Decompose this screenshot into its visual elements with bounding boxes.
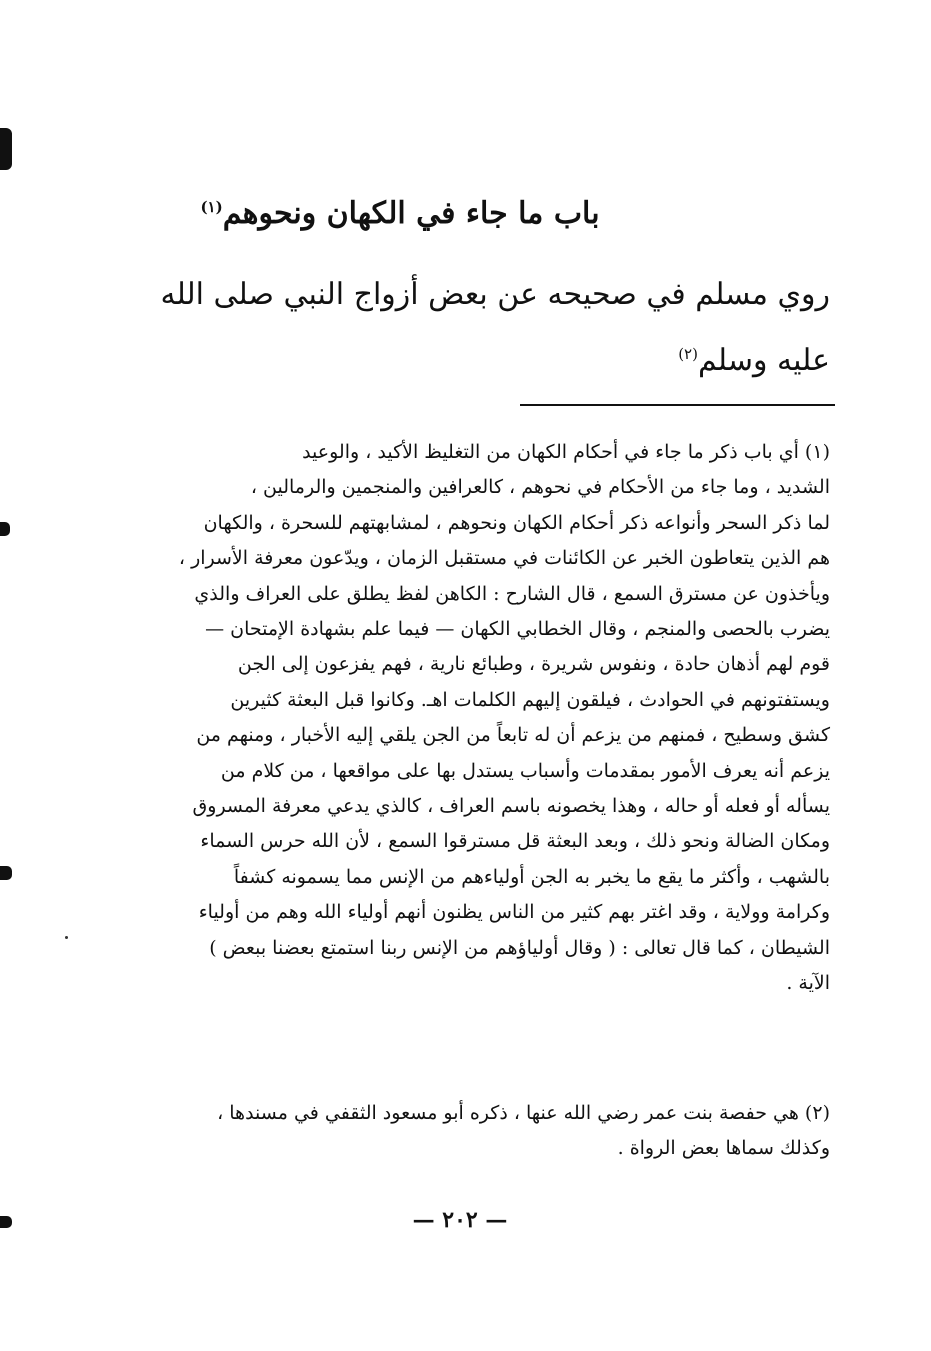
- main-text: [100, 262, 830, 394]
- footnote-line: ويستفتونهم في الحوادث ، فيلقون إليهم الكلمات اهـ. وكانوا قبل البعثة كثيرين: [230, 688, 830, 711]
- footnote-line: الشيطان ، كما قال تعالى : ( وقال أولياؤهم من الإنس ربنا استمتع بعضنا ببعض ): [209, 936, 830, 959]
- chapter-heading-text: باب ما جاء في الكهان ونحوهم: [222, 196, 600, 231]
- page-number: — ٢٠٢ —: [412, 1207, 508, 1233]
- main-text-line-2: عليه وسلم: [697, 343, 830, 378]
- footnote-line: ويأخذون عن مسترق السمع ، قال الشارح : الكاهن لفظ يطلق على العراف والذي: [194, 582, 830, 605]
- footnote-line: هم الذين يتعاطون الخبر عن الكائنات في مستقبل الزمان ، ويدّعون معرفة الأسرار ،: [178, 547, 830, 570]
- footnote-line: (١) أي باب ذكر ما جاء في أحكام الكهان من التغليظ الأكيد ، والوعيد: [302, 441, 830, 463]
- footnote-line: ومكان الضالة ونحو ذلك ، وبعد البعثة قل مسترقوا السمع ، لأن الله حرس السماء: [200, 830, 830, 853]
- footnote-line: يضرب بالحصى والمنجم ، وقال الخطابي الكهان — فيما علم بشهادة الإمتحان —: [205, 618, 830, 641]
- footnote-ref-2: (٢): [678, 345, 698, 363]
- binding-edge-mark: [0, 866, 12, 880]
- footnote-line: وكرامة وولاية ، وقد اغتر بهم كثير من الناس يظنون أنهم أولياء الله وهم من أولياء: [198, 901, 830, 924]
- footnote-line: وكذلك سماها بعض الرواة .: [617, 1137, 830, 1160]
- footnote-ref-1: (١): [200, 198, 223, 216]
- chapter-heading: [150, 184, 650, 244]
- footnote-line: بالشهب ، وأكثر ما يقع ما يخبر به الجن أولياءهم من الإنس مما يسمونه كشفاً: [233, 865, 830, 888]
- binding-edge-mark: [0, 1216, 12, 1228]
- footnote-line: الآية .: [786, 972, 830, 995]
- footnote-divider: [520, 404, 835, 406]
- footnote-line: الشديد ، وما جاء من الأحكام في نحوهم ، كالعرافين والمنجمين والرمالين ،: [250, 476, 830, 499]
- footnote-line: كشق وسطيح ، فمنهم من يزعم أن له تابعاً من الجن يلقي إليه الأخبار ، ومنهم من: [196, 724, 830, 747]
- footnote-line: (٢) هي حفصة بنت عمر رضي الله عنها ، ذكره أبو مسعود الثقفي في مسندها ،: [217, 1102, 830, 1124]
- footnote-1: [104, 435, 830, 1002]
- main-text-line: [100, 328, 830, 394]
- main-text-line: روي مسلم في صحيحه عن بعض أزواج النبي صلى الله: [160, 277, 830, 312]
- footnote-line: قوم لهم أذهان حادة ، ونفوس شريرة ، وطبائع نارية ، فهم يفزعون إلى الجن: [237, 653, 830, 676]
- binding-edge-mark: [0, 522, 10, 536]
- footnote-line: يسأله أو فعله أو حاله ، وهذا يخصونه باسم العراف ، كالذي يدعي معرفة المسروق: [192, 795, 830, 818]
- footnote-line: يزعم أنه يعرف الأمور بمقدمات وأسباب يستدل بها على مواقعها ، من كلام من: [220, 759, 830, 782]
- binding-edge-mark: [0, 128, 12, 170]
- scan-speck: [65, 936, 68, 939]
- footnote-line: لما ذكر السحر وأنواعه ذكر أحكام الكهان ونحوهم ، لمشابهتهم للسحرة ، والكهان: [203, 511, 830, 534]
- footnote-2: [104, 1096, 830, 1167]
